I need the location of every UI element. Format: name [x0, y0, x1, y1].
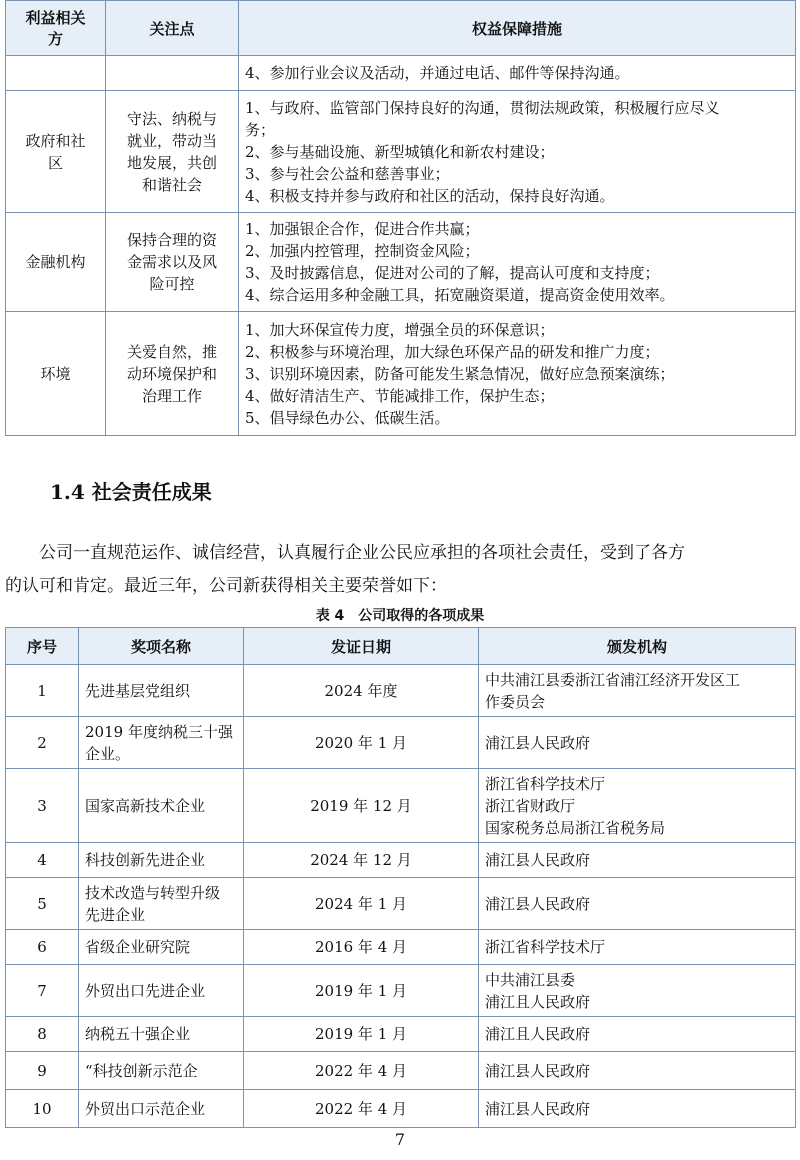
award-name-line: “科技创新示范企 [85, 1061, 198, 1080]
issue-date-cell: 2022 年 4 月 [244, 1052, 479, 1090]
measure-line: 5、倡导绿色办公、低碳生活。 [245, 408, 450, 427]
award-name-line: 2019 年度纳税三十强 [85, 722, 233, 741]
award-name-line: 先进企业 [85, 905, 146, 924]
stakeholder-cell [6, 213, 106, 312]
concerns-cell [106, 312, 239, 436]
issue-date-cell: 2024 年度 [244, 665, 479, 717]
issue-date-cell: 2024 年 1 月 [244, 878, 479, 930]
table-row [6, 843, 796, 878]
table-row [6, 1090, 796, 1128]
header-issuer: 颁发机构 [479, 628, 796, 665]
concerns-cell [106, 56, 239, 91]
measure-line: 4、参加行业会议及活动，并通过电话、邮件等保持沟通。 [245, 64, 630, 82]
award-name-cell [79, 769, 244, 843]
no-cell: 7 [6, 965, 79, 1017]
measures-cell [239, 312, 796, 436]
awards-table [5, 627, 796, 1128]
award-name-cell [79, 965, 244, 1017]
issue-date-cell: 2020 年 1 月 [244, 717, 479, 769]
issuer-line: 中共浦江县委浙江省浦江经济开发区工 [485, 670, 741, 689]
table-row [6, 930, 796, 965]
stakeholder-table-header [6, 1, 796, 56]
issue-date-cell: 2019 年 12 月 [244, 769, 479, 843]
award-name-cell [79, 1017, 244, 1052]
issuer-line: 中共浦江县委 [485, 970, 576, 989]
concern-line: 保持合理的资 [126, 231, 217, 249]
measure-line: 3、及时披露信息，促进对公司的了解，提高认可度和支持度； [245, 264, 660, 282]
concern-line: 治理工作 [141, 386, 202, 405]
measure-line: 1、与政府、监管部门保持良好的沟通，贯彻法规政策，积极履行应尽义 [245, 98, 720, 117]
awards-table-header [6, 628, 796, 665]
issuer-cell [479, 717, 796, 769]
issuer-line: 浙江省财政厅 [485, 796, 576, 815]
award-name-line: 技术改造与转型升级 [85, 883, 221, 902]
issuer-line: 浙江省科学技术厅 [485, 938, 606, 956]
measure-line: 4、做好清洁生产、节能减排工作，保护生态； [245, 386, 555, 405]
measure-line: 3、识别环境因素，防备可能发生紧急情况，做好应急预案演练； [245, 364, 675, 383]
award-name-cell [79, 1090, 244, 1128]
award-name-cell [79, 878, 244, 930]
measures-cell [239, 91, 796, 213]
issuer-line: 浦江县人民政府 [485, 894, 591, 913]
issuer-cell [479, 1052, 796, 1090]
issuer-cell [479, 1017, 796, 1052]
award-name-cell [79, 843, 244, 878]
award-name-line: 外贸出口示范企业 [85, 1099, 206, 1118]
no-cell: 6 [6, 930, 79, 965]
concerns-cell [106, 91, 239, 213]
award-name-line: 科技创新先进企业 [85, 851, 206, 869]
measures-cell [239, 213, 796, 312]
no-cell: 10 [6, 1090, 79, 1128]
issuer-line: 浦江县人民政府 [485, 1061, 591, 1080]
stakeholder-table [5, 0, 796, 436]
no-cell: 5 [6, 878, 79, 930]
header-award-name: 奖项名称 [79, 628, 244, 665]
measure-line: 1、加强银企合作，促进合作共赢； [245, 220, 480, 238]
award-name-cell [79, 665, 244, 717]
issue-date-cell: 2024 年 12 月 [244, 843, 479, 878]
issuer-cell [479, 878, 796, 930]
award-name-cell [79, 930, 244, 965]
award-name-cell [79, 717, 244, 769]
stakeholder-line: 政府和社 [25, 131, 86, 150]
stakeholder-cell [6, 91, 106, 213]
award-name-line: 外贸出口先进企业 [85, 981, 206, 1000]
no-cell: 1 [6, 665, 79, 717]
issue-date-cell: 2016 年 4 月 [244, 930, 479, 965]
issuer-cell [479, 930, 796, 965]
issuer-cell [479, 843, 796, 878]
issue-date-cell: 2019 年 1 月 [244, 1017, 479, 1052]
issuer-cell [479, 1090, 796, 1128]
table-row [6, 1052, 796, 1090]
measure-line: 2、积极参与环境治理，加大绿色环保产品的研发和推广力度； [245, 342, 660, 361]
no-cell: 9 [6, 1052, 79, 1090]
measure-line: 2、参与基础设施、新型城镇化和新农村建设； [245, 142, 555, 161]
header-stakeholder [6, 1, 106, 56]
issue-date-cell: 2022 年 4 月 [244, 1090, 479, 1128]
stakeholder-cell [6, 56, 106, 91]
issuer-cell [479, 665, 796, 717]
award-name-line: 国家高新技术企业 [85, 796, 206, 815]
issuer-line: 浙江省科学技术厅 [485, 774, 606, 793]
table-row [6, 213, 796, 312]
concern-line: 就业，带动当 [126, 131, 217, 150]
header-measures: 权益保障措施 [239, 1, 796, 56]
measure-line: 务； [245, 120, 276, 139]
concern-line: 险可控 [149, 275, 195, 293]
stakeholder-cell [6, 312, 106, 436]
header-stakeholder-line2: 方 [47, 30, 63, 48]
issuer-line: 浦江县人民政府 [485, 733, 591, 752]
concern-line: 关爱自然，推 [126, 342, 217, 361]
concern-line: 地发展，共创 [126, 153, 217, 172]
measure-line: 3、参与社会公益和慈善事业； [245, 164, 450, 183]
award-name-line: 省级企业研究院 [85, 938, 191, 956]
award-name-line: 纳税五十强企业 [85, 1025, 191, 1043]
stakeholder-line: 环境 [40, 364, 71, 383]
award-name-line: 先进基层党组织 [85, 681, 191, 700]
stakeholder-line: 金融机构 [25, 253, 86, 271]
measure-line: 2、加强内控管理，控制资金风险； [245, 242, 480, 260]
issuer-line: 浦江县人民政府 [485, 851, 591, 869]
issue-date-cell: 2019 年 1 月 [244, 965, 479, 1017]
table-row [6, 769, 796, 843]
table-caption: 表 4 公司取得的各项成果 [315, 608, 485, 624]
table-row [6, 1017, 796, 1052]
issuer-line: 国家税务总局浙江省税务局 [485, 818, 666, 837]
header-stakeholder-line1: 利益相关 [25, 9, 86, 27]
header-issue-date: 发证日期 [244, 628, 479, 665]
header-concerns: 关注点 [106, 1, 239, 56]
table-row [6, 665, 796, 717]
concern-line: 动环境保护和 [126, 364, 217, 383]
no-cell: 8 [6, 1017, 79, 1052]
issuer-line: 作委员会 [485, 692, 546, 711]
issuer-cell [479, 769, 796, 843]
stakeholder-line: 区 [47, 153, 63, 172]
measure-line: 1、加大环保宣传力度，增强全员的环保意识； [245, 320, 555, 339]
no-cell: 2 [6, 717, 79, 769]
measure-line: 4、积极支持并参与政府和社区的活动，保持良好沟通。 [245, 186, 615, 205]
page-number: 7 [394, 1130, 406, 1149]
paragraph-line: 公司一直规范运作、诚信经营，认真履行企业公民应承担的各项社会责任，受到了各方 [5, 543, 685, 563]
table-row [6, 965, 796, 1017]
measures-cell [239, 56, 796, 91]
header-no: 序号 [6, 628, 79, 665]
concern-line: 金需求以及风 [126, 253, 217, 271]
table-row [6, 878, 796, 930]
issuer-line: 浦江且人民政府 [485, 992, 591, 1011]
award-name-line: 企业。 [85, 744, 131, 763]
concern-line: 守法、纳税与 [126, 109, 217, 128]
table-row [6, 717, 796, 769]
measure-line: 4、综合运用多种金融工具，拓宽融资渠道，提高资金使用效率。 [245, 286, 675, 304]
section-heading: 1.4 社会责任成果 [50, 480, 212, 504]
table-row [6, 312, 796, 436]
table-row [6, 56, 796, 91]
no-cell: 3 [6, 769, 79, 843]
table-row [6, 91, 796, 213]
paragraph-line: 的认可和肯定。最近三年，公司新获得相关主要荣誉如下： [5, 576, 447, 596]
no-cell: 4 [6, 843, 79, 878]
issuer-line: 浦江且人民政府 [485, 1025, 591, 1043]
intro-paragraph [5, 537, 795, 603]
concern-line: 和谐社会 [141, 175, 202, 194]
issuer-cell [479, 965, 796, 1017]
issuer-line: 浦江县人民政府 [485, 1099, 591, 1118]
concerns-cell [106, 213, 239, 312]
award-name-cell [79, 1052, 244, 1090]
